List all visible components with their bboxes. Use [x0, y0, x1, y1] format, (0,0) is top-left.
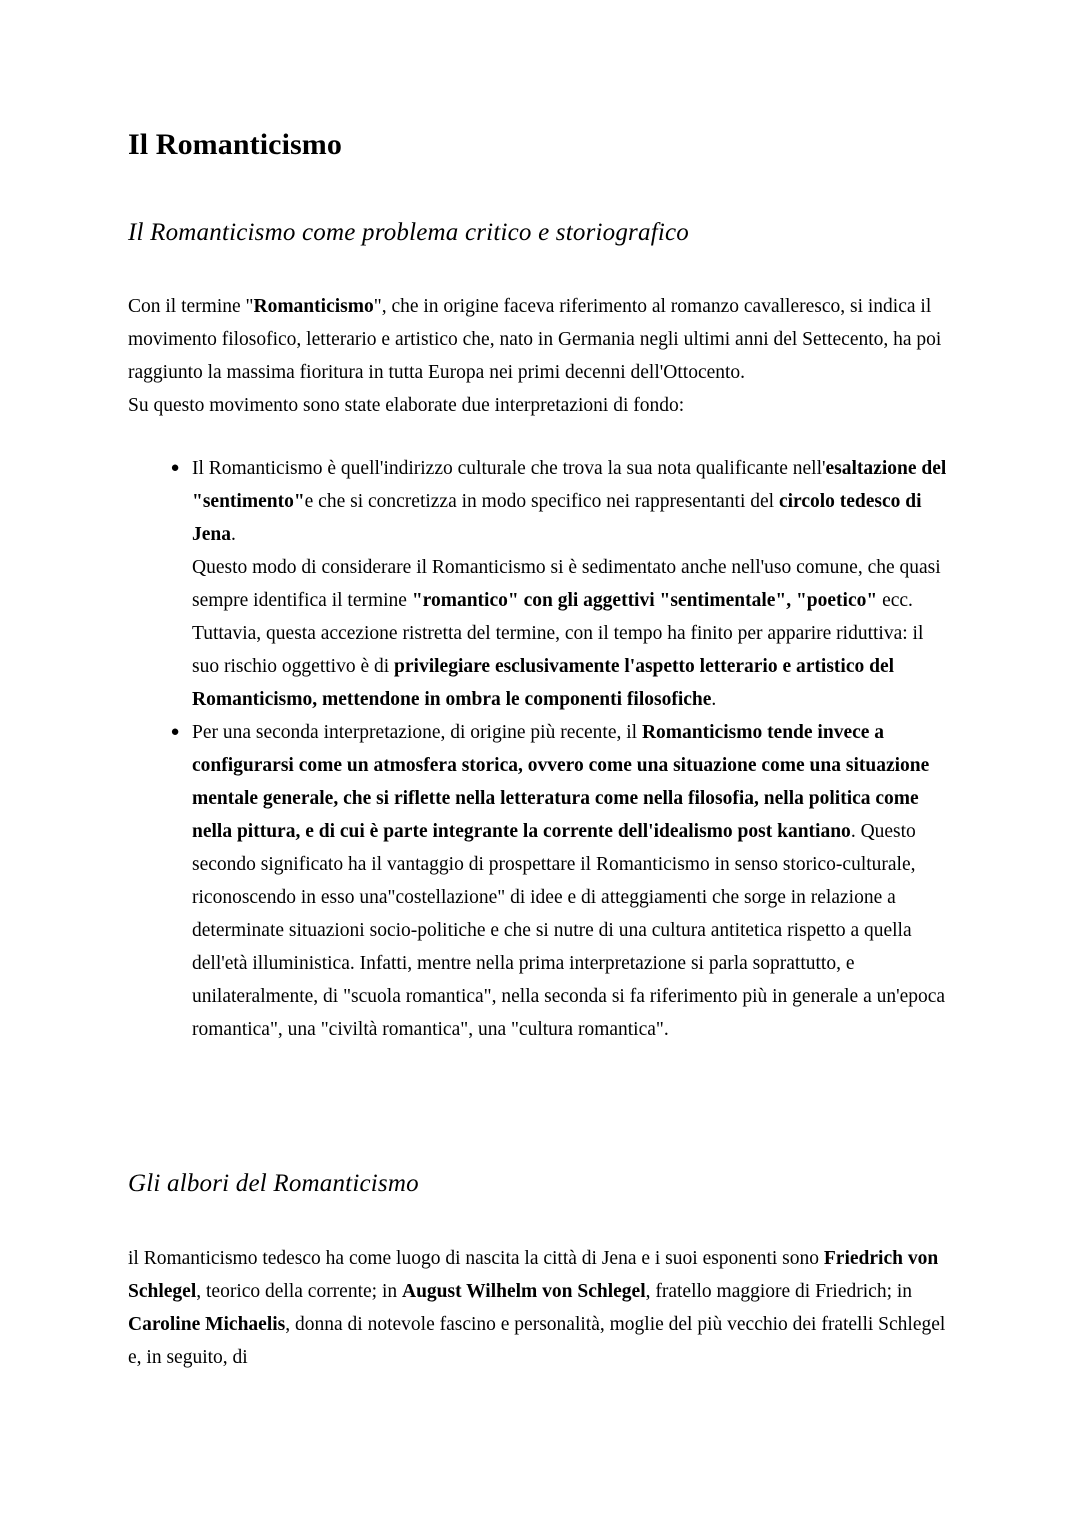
- intro-paragraph: [128, 290, 952, 422]
- outro-run-6: , donna di notevole fascino e personalità, moglie del più vecchio dei fratelli Schlegel e, in seguito, di: [128, 1314, 946, 1368]
- bullet-1-paragraph-2: [192, 551, 952, 716]
- b1p2-run-4: .: [711, 689, 717, 710]
- outro-run-2: , teorico della corrente; in: [196, 1281, 402, 1302]
- intro-run-1-bold: Romanticismo: [253, 296, 374, 317]
- bullet-dot-icon: ●: [170, 460, 180, 476]
- bullet-1-paragraph-1: [192, 452, 952, 551]
- b1p2-run-0: Questo modo di considerare il Romanticismo si è sedimentato anche nell'uso comune, che quasi sempre identifica il termine: [192, 557, 941, 611]
- albori-paragraph-text: [128, 1242, 952, 1374]
- intro-run-0: Con il termine ": [128, 296, 254, 317]
- page-title: Il Romanticismo: [128, 128, 342, 161]
- list-item: [128, 452, 952, 716]
- bullet-dot-icon: ●: [170, 724, 180, 740]
- b1p1-run-3-bold: circolo tedesco di Jena: [192, 491, 922, 545]
- outro-run-4: , fratello maggiore di Friedrich; in: [645, 1281, 913, 1302]
- b2p1-run-2: . Questo secondo significato ha il vantaggio di prospettare il Romanticismo in senso storico-culturale, riconoscendo in esso una"costellazione" di idee e di atteggiamenti che sorge in relazione a determinate situazioni socio-politiche e che si nutre di una cultura antitetica rispetto a quella dell'età illuministica. Infatti, mentre nella prima interpretazione si parla soprattutto, e unilateralmente, di "scuola romantica", nella seconda si fa riferimento più in generale a un'epoca romantica", una "civiltà romantica", una "cultura romantica".: [192, 821, 946, 1040]
- b2p1-run-1-bold: Romanticismo tende invece a configurarsi come un atmosfera storica, ovvero come una situazione come una situazione mentale generale, che si riflette nella letteratura come nella filosofia, nella politica come nella pittura, e di cui è parte integrante la corrente dell'idealismo post kantiano: [192, 722, 930, 842]
- section-heading-albori: Gli albori del Romanticismo: [128, 1170, 419, 1197]
- bullet-2-paragraph-1: [192, 716, 952, 1046]
- b1p1-run-4: .: [231, 524, 236, 545]
- intro-run-2: ", che in origine faceva riferimento al romanzo cavalleresco, si indica il movimento filosofico, letterario e artistico che, nato in Germania negli ultimi anni del Settecento, ha poi raggiunto la massima fioritura in tutta Europa nei primi decenni dell'Ottocento.: [128, 296, 942, 383]
- interpretations-list: [128, 452, 952, 1046]
- outro-run-1-bold: Friedrich von Schlegel: [128, 1248, 939, 1302]
- b1p2-run-2: ecc. Tuttavia, questa accezione ristretta del termine, con il tempo ha finito per apparire riduttiva: il suo rischio oggettivo è di: [192, 590, 924, 677]
- b1p1-run-2: e che si concretizza in modo specifico nei rappresentanti del: [304, 491, 779, 512]
- outro-run-0: il Romanticismo tedesco ha come luogo di nascita la città di Jena e i suoi esponenti sono: [128, 1248, 824, 1269]
- b1p2-run-1-bold: "romantico" con gli aggettivi "sentimentale", "poetico": [411, 590, 878, 611]
- b2p1-run-0: Per una seconda interpretazione, di origine più recente, il: [192, 722, 642, 743]
- intro-paragraph-line2: Su questo movimento sono state elaborate due interpretazioni di fondo:: [128, 395, 685, 416]
- b1p2-run-3-bold: privilegiare esclusivamente l'aspetto letterario e artistico del Romanticismo, mettendone in ombra le componenti filosofiche: [192, 656, 895, 710]
- section-heading-romanticismo-problema: Il Romanticismo come problema critico e storiografico: [128, 219, 689, 246]
- b1p1-run-1-bold: esaltazione del "sentimento": [192, 458, 947, 512]
- b1p1-run-0: Il Romanticismo è quell'indirizzo culturale che trova la sua nota qualificante nell': [192, 458, 826, 479]
- list-item: [128, 716, 952, 1046]
- outro-run-3-bold: August Wilhelm von Schlegel: [402, 1281, 646, 1302]
- albori-paragraph: [128, 1242, 952, 1374]
- intro-paragraph-line1: [128, 290, 952, 389]
- outro-run-5-bold: Caroline Michaelis: [128, 1314, 286, 1335]
